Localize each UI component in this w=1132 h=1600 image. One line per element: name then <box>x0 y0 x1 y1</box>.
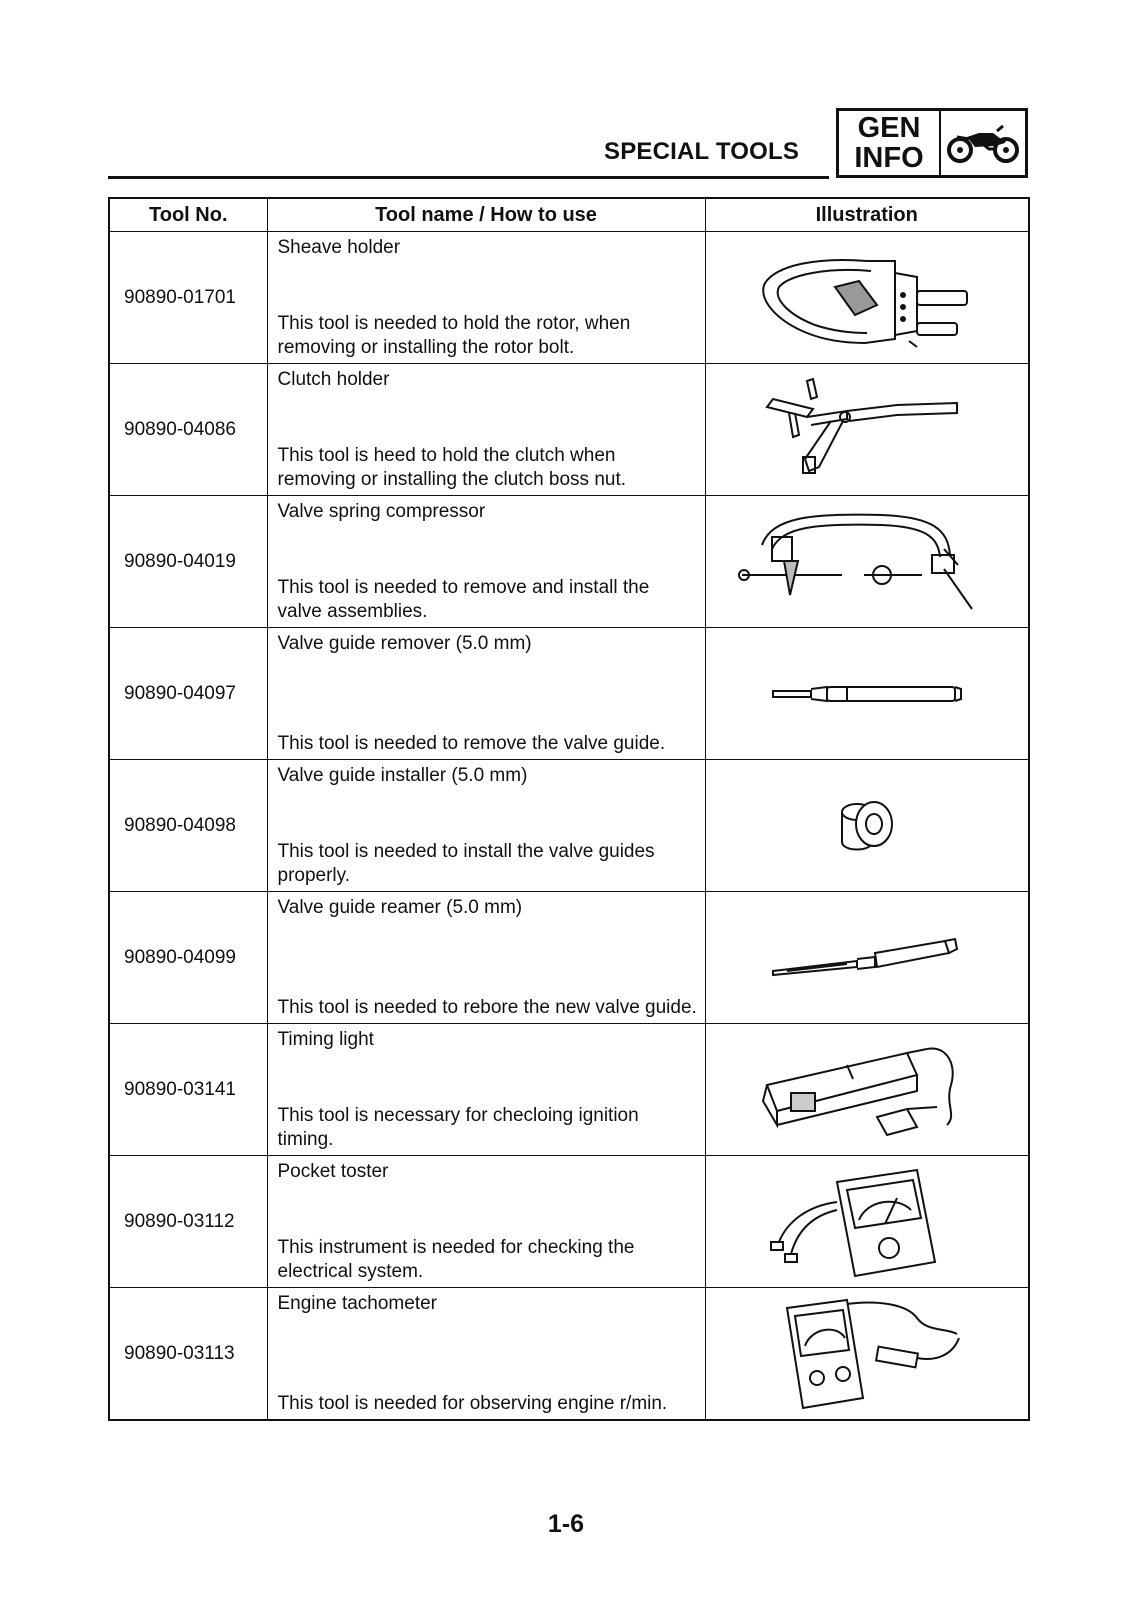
tool-number: 90890-04099 <box>109 892 267 1024</box>
tool-name-cell <box>267 232 705 364</box>
illustration-cell <box>705 1288 1029 1421</box>
pocket-tester-illustration <box>767 1162 967 1282</box>
page-number: 1-6 <box>547 1510 585 1538</box>
tool-name-cell <box>267 628 705 760</box>
tool-usage: This tool is needed to remove the valve guide. <box>277 733 666 754</box>
tool-name-cell <box>267 760 705 892</box>
badge-line-gen: GEN <box>857 112 921 144</box>
tool-usage: This tool is needed to hold the rotor, when removing or installing the rotor bolt. <box>277 313 631 358</box>
tool-number: 90890-04019 <box>109 496 267 628</box>
illustration-cell <box>705 1024 1029 1156</box>
motorcycle-icon <box>941 111 1025 175</box>
tool-name: Valve guide remover (5.0 mm) <box>277 633 532 654</box>
tool-name: Clutch holder <box>277 369 390 390</box>
tool-number: 90890-01701 <box>109 232 267 364</box>
tool-name-cell <box>267 1156 705 1288</box>
tool-name: Valve spring compressor <box>277 501 486 522</box>
special-tools-table <box>108 197 1030 1421</box>
tool-name: Engine tachometer <box>277 1293 437 1314</box>
illustration-cell <box>705 496 1029 628</box>
tool-name-cell <box>267 496 705 628</box>
sheave-holder-illustration <box>747 243 987 353</box>
illustration-cell <box>705 364 1029 496</box>
tool-number: 90890-04086 <box>109 364 267 496</box>
tool-usage: This tool is needed to install the valve guides properly. <box>277 841 655 886</box>
table-row <box>109 1024 1029 1156</box>
table-row <box>109 496 1029 628</box>
tool-name: Valve guide installer (5.0 mm) <box>277 765 528 786</box>
table-row <box>109 1288 1029 1421</box>
illustration-cell <box>705 628 1029 760</box>
table-row <box>109 1156 1029 1288</box>
section-title: SPECIAL TOOLS <box>604 138 800 165</box>
column-header-tool-name: Tool name / How to use <box>267 198 705 232</box>
tool-name-cell <box>267 892 705 1024</box>
tool-number: 90890-03113 <box>109 1288 267 1421</box>
tool-number: 90890-03112 <box>109 1156 267 1288</box>
illustration-cell <box>705 892 1029 1024</box>
tool-usage: This tool is necessary for checloing ignition timing. <box>277 1105 639 1150</box>
illustration-cell <box>705 232 1029 364</box>
illustration-cell <box>705 1156 1029 1288</box>
badge-line-info: INFO <box>854 142 924 174</box>
tool-usage: This instrument is needed for checking the electrical system. <box>277 1237 635 1282</box>
column-header-tool-no: Tool No. <box>109 198 267 232</box>
table-header-row <box>109 198 1029 232</box>
timing-light-illustration <box>757 1035 977 1145</box>
engine-tachometer-illustration <box>767 1294 967 1414</box>
tool-name: Timing light <box>277 1029 374 1050</box>
tool-number: 90890-03141 <box>109 1024 267 1156</box>
table-row <box>109 628 1029 760</box>
tool-usage: This tool is needed for observing engine r/min. <box>277 1393 668 1414</box>
tool-usage: This tool is needed to remove and install the valve assemblies. <box>277 577 650 622</box>
valve-guide-remover-illustration <box>767 679 967 709</box>
gen-info-text <box>839 111 941 175</box>
column-header-illustration: Illustration <box>705 198 1029 232</box>
clutch-holder-illustration <box>747 375 987 485</box>
tool-usage: This tool is heed to hold the clutch when removing or installing the clutch boss nut. <box>277 445 627 490</box>
tool-name: Sheave holder <box>277 237 401 258</box>
tool-usage: This tool is needed to rebore the new valve guide. <box>277 997 697 1018</box>
tool-name-cell <box>267 364 705 496</box>
tool-name: Valve guide reamer (5.0 mm) <box>277 897 523 918</box>
tool-name-cell <box>267 1288 705 1421</box>
header-rule <box>108 176 829 179</box>
table-row <box>109 892 1029 1024</box>
table-row <box>109 364 1029 496</box>
valve-spring-compressor-illustration <box>732 505 1002 619</box>
gen-info-badge <box>836 108 1028 178</box>
tool-number: 90890-04098 <box>109 760 267 892</box>
valve-guide-installer-illustration <box>832 794 902 858</box>
tool-name: Pocket toster <box>277 1161 389 1182</box>
tool-number: 90890-04097 <box>109 628 267 760</box>
table-row <box>109 760 1029 892</box>
illustration-cell <box>705 760 1029 892</box>
valve-guide-reamer-illustration <box>767 931 967 985</box>
table-row <box>109 232 1029 364</box>
tool-name-cell <box>267 1024 705 1156</box>
